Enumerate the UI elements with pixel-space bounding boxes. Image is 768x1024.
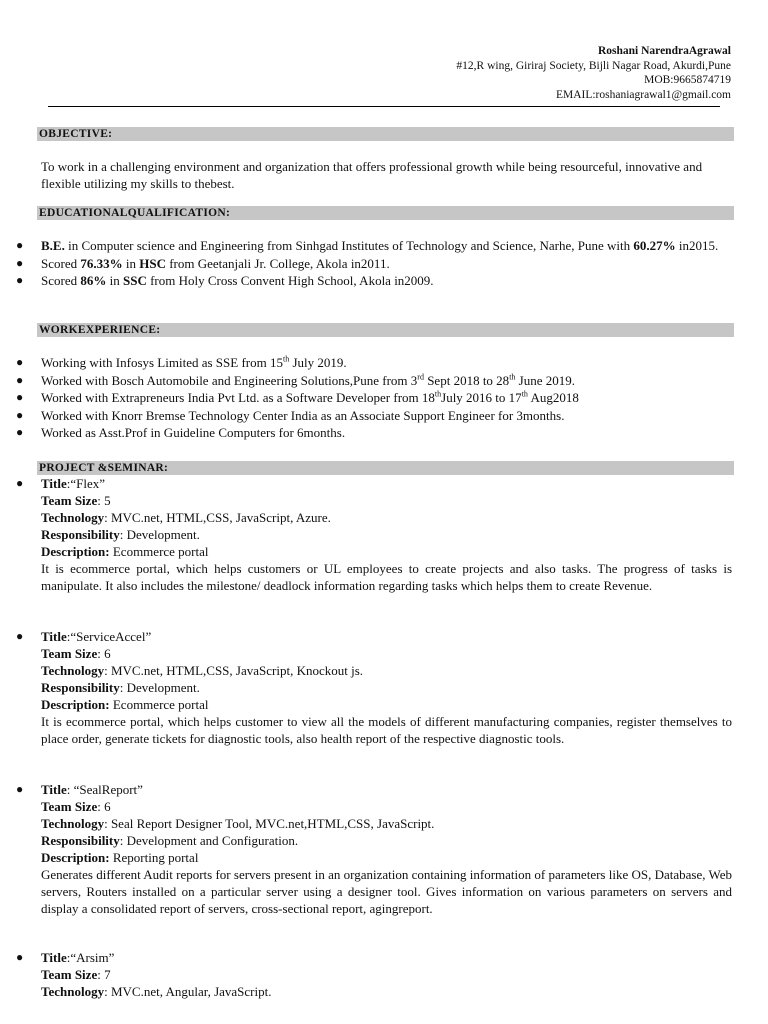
bullet-icon: ● [16, 255, 24, 270]
email: EMAIL:roshaniagrawal1@gmail.com [555, 88, 731, 101]
header-divider [48, 106, 720, 107]
candidate-name: Roshani NarendraAgrawal [597, 45, 731, 57]
education-heading: EDUCATIONALQUALIFICATION: [37, 206, 734, 220]
project-description: It is ecommerce portal, which helps customers or UL employees to create projects and also tasks. The progress of tasks is manipulate. It also includes the milestone/ deadlock information regarding tasks which helps them to create Revenue. [41, 561, 732, 593]
bullet-icon: ● [16, 425, 24, 440]
project-sealreport: ● Title: “SealReport” Team Size: 6 Technology: Seal Report Designer Tool, MVC.net,HTML,CSS, JavaScript. Responsibility: Development and Configuration. Description: Reporting portal Generates different Audit reports for servers present in an organization containing information of parameters like OS, Database, Web servers, Routers installed on a particular server using a designer tool. Gives information on various parameters on servers and display a consolidated report of servers, cross-sectional report, agingreport. [0, 781, 732, 917]
bullet-icon: ● [16, 476, 24, 490]
list-item: ● Scored 86% in SSC from Holy Cross Convent High School, Akola in2009. [16, 273, 434, 289]
work-list [0, 354, 740, 442]
bullet-icon: ● [16, 390, 24, 405]
list-item: ● Working with Infosys Limited as SSE from 15th July 2019. [16, 354, 347, 370]
bullet-icon: ● [16, 629, 24, 643]
bullet-icon: ● [16, 782, 24, 796]
work-heading: WORKEXPERIENCE: [37, 323, 734, 337]
bullet-icon: ● [16, 372, 24, 387]
project-description: Generates different Audit reports for servers present in an organization containing information of parameters like OS, Database, Web servers, Routers installed on a particular server using a designer tool. Gives information on various parameters on servers and display a consolidated report of servers, cross-sectional report, agingreport. [41, 867, 732, 916]
bullet-icon: ● [16, 355, 24, 369]
list-item: ● Worked with Bosch Automobile and Engineering Solutions,Pune from 3rd Sept 2018 to 28th June 2019. [16, 372, 576, 388]
list-item: ● B.E. in Computer science and Engineering from Sinhgad Institutes of Technology and Science, Narhe, Pune with 60.27% in2015. [16, 238, 719, 253]
objective-text: To work in a challenging environment and organization that offers professional growth while being resourceful, innovative and flexible utilizing my skills to thebest. [41, 159, 703, 191]
project-description: It is ecommerce portal, which helps customer to view all the models of different manufacturing companies, register themselves to place order, generate tickets for diagnostic tools, also health report of the respective diagnostic tools. [41, 714, 732, 746]
bullet-icon: ● [16, 273, 24, 288]
list-item: ● Worked with Knorr Bremse Technology Center India as an Associate Support Engineer for 3months. [16, 407, 565, 423]
bullet-icon: ● [16, 950, 24, 964]
contact-header [456, 44, 731, 102]
objective-heading: OBJECTIVE: [37, 127, 734, 141]
mobile: MOB:9665874719 [644, 74, 731, 87]
list-item: ● Worked with Extrapreneurs India Pvt Ltd. as a Software Developer from 18thJuly 2016 to 17th Aug2018 [16, 389, 579, 406]
address: #12,R wing, Giriraj Society, Bijli Nagar Road, Akurdi,Pune [456, 59, 731, 72]
education-list [0, 237, 740, 290]
list-item: ● Worked as Asst.Prof in Guideline Computers for 6months. [16, 425, 346, 441]
bullet-icon: ● [16, 407, 24, 422]
project-serviceaccel: ● Title:“ServiceAccel” Team Size: 6 Technology: MVC.net, HTML,CSS, JavaScript, Knockout js. Responsibility: Development. Description: Ecommerce portal It is ecommerce portal, which helps customer to view all the models of different manufacturing companies, register themselves to place order, generate tickets for diagnostic tools, also health report of the respective diagnostic tools. [0, 628, 732, 747]
bullet-icon: ● [16, 238, 24, 252]
project-arsim: ● Title:“Arsim” Team Size: 7 Technology: MVC.net, Angular, JavaScript. [16, 950, 272, 999]
project-flex: ● Title:“Flex” Team Size: 5 Technology: MVC.net, HTML,CSS, JavaScript, Azure. Responsibility: Development. Description: Ecommerce portal It is ecommerce portal, which helps customers or UL employees to create projects and also tasks. The progress of tasks is manipulate. It also includes the milestone/ deadlock information regarding tasks which helps them to create Revenue. [0, 475, 732, 594]
list-item: ● Scored 76.33% in HSC from Geetanjali Jr. College, Akola in2011. [16, 255, 390, 271]
projects-heading: PROJECT &SEMINAR: [37, 461, 734, 475]
